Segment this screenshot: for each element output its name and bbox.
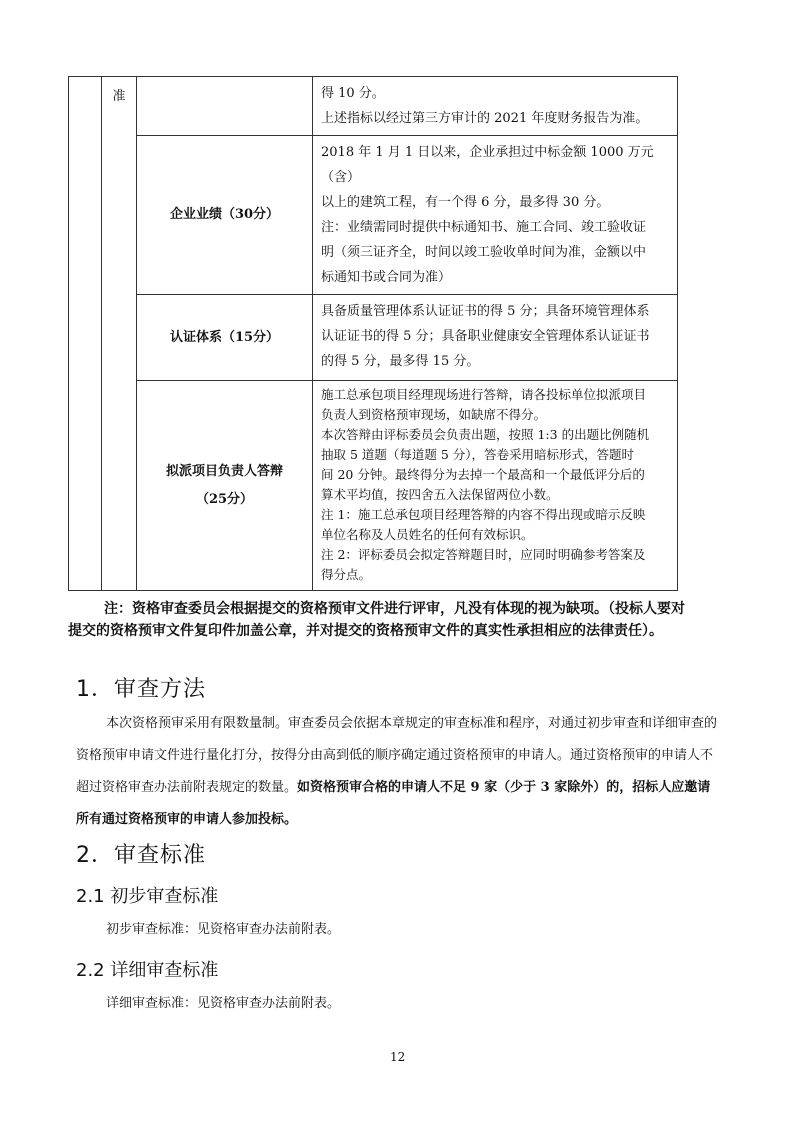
category-label: 认证体系（15分）: [169, 329, 280, 345]
subsection-title: 2.2 详细审查标准: [76, 960, 219, 981]
criteria-line: 单位名称及人员姓名的任何有效标识。: [321, 527, 534, 542]
criteria-line: 施工总承包项目经理现场进行答辩，请各投标单位拟派项目: [321, 387, 647, 402]
table-row: [69, 381, 678, 591]
criteria-line: 具备质量管理体系认证证书的得 5 分；具备环境管理体系: [321, 304, 650, 319]
category-cell: [137, 77, 313, 136]
category-cell: [137, 136, 313, 295]
criteria-line: 认证证书的得 5 分；具备职业健康安全管理体系认证证书: [321, 329, 650, 344]
table-row: [69, 136, 678, 295]
criteria-line: 注 1：施工总承包项目经理答辩的内容不得出现或暗示反映: [321, 507, 646, 522]
section-body: [76, 708, 721, 836]
table-row: [69, 295, 678, 381]
category-label: （25分）: [195, 491, 254, 507]
body-text: 本次资格预审采用有限数量制。审查委员会依据本章规定的审查标准和程序，对通过初步审查和详细审查的资格预审申请文件进行量化打分，按得分由高到低的顺序确定通过资格预审的申请人。通过资格预审的申请人不超过资格审查办法前附表规定的数量。: [76, 716, 718, 795]
criteria-line: 间 20 分钟。最终得分为去掉一个最高和一个最低评分后的: [321, 467, 645, 482]
criteria-line: 抽取 5 道题（每道题 5 分），答卷采用暗标形式，答题时: [321, 447, 635, 462]
criteria-cell: [313, 136, 678, 295]
standard-column: [102, 77, 137, 591]
criteria-line: 得 10 分。: [321, 86, 385, 101]
subsection-body: 详细审查标准：见资格审查办法前附表。: [106, 996, 341, 1011]
criteria-line: 得分点。: [321, 567, 372, 582]
body-bold-text: 如资格预审合格的申请人不足 9 家（少于 3 家除外）的，招标人应邀请所有通过资格预审的申请人参加投标。: [76, 780, 711, 827]
category-cell: [137, 295, 313, 381]
review-note: 注：资格审查委员会根据提交的资格预审文件进行评审，凡没有体现的视为缺项。（投标人要对提交的资格预审文件复印件加盖公章，并对提交的资格预审文件的真实性承担相应的法律责任）。: [68, 601, 685, 639]
section-title: 1．审查方法: [76, 677, 206, 702]
criteria-line: 以上的建筑工程，有一个得 6 分，最多得 30 分。: [321, 195, 610, 210]
criteria-cell: [313, 381, 678, 591]
subsection-body: 初步审查标准：见资格审查办法前附表。: [106, 922, 341, 937]
criteria-line: 明（须三证齐全，时间以竣工验收单时间为准，金额以中: [321, 245, 647, 260]
table-row: [69, 77, 678, 136]
page-number: 12: [390, 1050, 406, 1064]
blank-column: [69, 77, 102, 591]
criteria-line: 负责人到资格预审现场，如缺席不得分。: [321, 407, 547, 422]
criteria-cell: [313, 77, 678, 136]
criteria-line: 注 2：评标委员会拟定答辩题目时，应同时明确参考答案及: [321, 547, 646, 562]
criteria-line: 本次答辩由评标委员会负责出题，按照 1:3 的出题比例随机: [321, 427, 650, 442]
criteria-line: 2018 年 1 月 1 日以来，企业承担过中标金额 1000 万元（含）: [321, 145, 654, 185]
criteria-line: 标通知书或合同为准）: [321, 270, 452, 285]
criteria-line: 上述指标以经过第三方审计的 2021 年度财务报告为准。: [321, 111, 649, 126]
scoring-table: [68, 76, 678, 591]
subsection-title: 2.1 初步审查标准: [76, 886, 219, 907]
criteria-line: 注：业绩需同时提供中标通知书、施工合同、竣工验收证: [321, 220, 647, 235]
criteria-cell: [313, 295, 678, 381]
criteria-line: 算术平均值，按四舍五入法保留两位小数。: [321, 487, 559, 502]
category-label: 企业业绩（30分）: [169, 207, 280, 222]
criteria-line: 的得 5 分，最多得 15 分。: [321, 354, 480, 369]
category-label: 拟派项目负责人答辩: [165, 463, 283, 479]
standard-label: 准: [112, 89, 126, 104]
section-title: 2．审查标准: [76, 843, 206, 868]
category-cell: [137, 381, 313, 591]
